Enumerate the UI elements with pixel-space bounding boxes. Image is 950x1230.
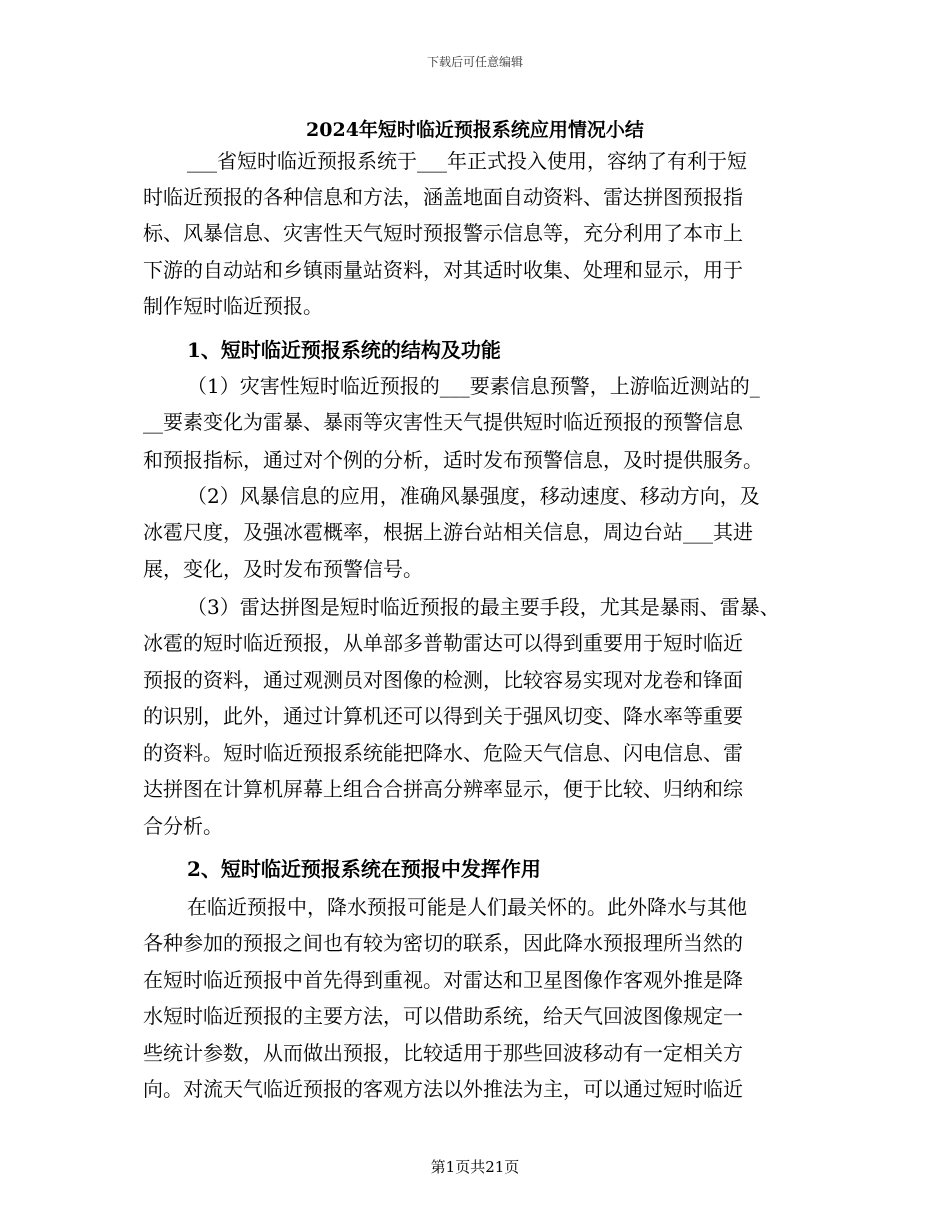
body-line: 制作短时临近预报。 (143, 294, 323, 318)
body-line: 各种参加的预报之间也有较为密切的联系，因此降水预报理所当然的 (143, 931, 743, 955)
body-line: 的识别，此外，通过计算机还可以得到关于强风切变、降水率等重要 (143, 704, 743, 728)
body-line: 些统计参数，从而做出预报，比较适用于那些回波移动有一定相关方 (143, 1041, 743, 1065)
body-line: 水短时临近预报的主要方法，可以借助系统，给天气回波图像规定一 (143, 1004, 743, 1028)
body-line: 时临近预报的各种信息和方法，涵盖地面自动资料、雷达拼图预报指 (143, 185, 743, 209)
body-line: 在短时临近预报中首先得到重视。对雷达和卫星图像作客观外推是降 (143, 968, 743, 992)
body-line: （1）灾害性短时临近预报的___要素信息预警，上游临近测站的_ (187, 374, 760, 398)
body-line: 的资料。短时临近预报系统能把降水、危险天气信息、闪电信息、雷 (143, 741, 743, 765)
body-line: （2）风暴信息的应用，准确风暴强度，移动速度、移动方向，及 (187, 484, 760, 508)
body-line: 合分析。 (143, 814, 223, 838)
body-line: 在临近预报中，降水预报可能是人们最关怀的。此外降水与其他 (187, 895, 747, 919)
body-line: 展，变化，及时发布预警信号。 (143, 557, 423, 581)
body-line: 冰雹尺度，及强冰雹概率，根据上游台站相关信息，周边台站___其进 (143, 520, 753, 544)
body-line: __要素变化为雷暴、暴雨等灾害性天气提供短时临近预报的预警信息 (143, 410, 743, 434)
body-line: 和预报指标，通过对个例的分析，适时发布预警信息，及时提供服务。 (143, 448, 763, 472)
body-line: 下游的自动站和乡镇雨量站资料，对其适时收集、处理和显示，用于 (143, 258, 743, 282)
body-line: 预报的资料，通过观测员对图像的检测，比较容易实现对龙卷和锋面 (143, 668, 743, 692)
page-footer: 第1页共21页 (430, 1158, 520, 1176)
body-line: 达拼图在计算机屏幕上组合合拼高分辨率显示，便于比较、归纳和综 (143, 777, 743, 801)
body-line: 向。对流天气临近预报的客观方法以外推法为主，可以通过短时临近 (143, 1077, 743, 1101)
body-line: 标、风暴信息、灾害性天气短时预报警示信息等，充分利用了本市上 (143, 221, 743, 245)
body-line: 冰雹的短时临近预报，从单部多普勒雷达可以得到重要用于短时临近 (143, 631, 743, 655)
body-line: ___省短时临近预报系统于___年正式投入使用，容纳了有利于短 (187, 149, 747, 173)
section-heading: 1、短时临近预报系统的结构及功能 (187, 338, 501, 362)
section-heading: 2、短时临近预报系统在预报中发挥作用 (187, 857, 541, 881)
document-title: 2024年短时临近预报系统应用情况小结 (306, 119, 644, 141)
page-header: 下载后可任意编辑 (426, 55, 523, 69)
body-line: （3）雷达拼图是短时临近预报的最主要手段，尤其是暴雨、雷暴、 (187, 595, 780, 619)
